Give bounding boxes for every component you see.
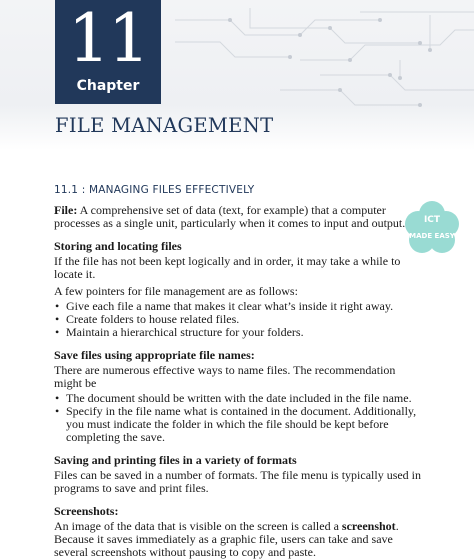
storing-bullet-list bbox=[54, 300, 422, 339]
section-heading: 11.1 : MANAGING FILES EFFECTIVELY bbox=[54, 184, 255, 196]
list-item: • Create folders to house related files. bbox=[66, 313, 422, 326]
saving-bullet-list bbox=[54, 392, 422, 444]
list-item: • Maintain a hierarchical structure for your folders. bbox=[66, 326, 422, 339]
screenshot-term: screenshot bbox=[341, 519, 396, 533]
logo-text-ict: ICT bbox=[423, 215, 441, 225]
screenshots-paragraph bbox=[54, 520, 422, 559]
chapter-title: FILE MANAGEMENT bbox=[55, 114, 274, 137]
chapter-number: 11 bbox=[68, 0, 148, 77]
chapter-label: Chapter bbox=[76, 78, 140, 94]
storing-pointers-intro: A few pointers for file management are as follows: bbox=[54, 284, 298, 298]
logo-text-made-easy: MADE EASY bbox=[409, 232, 455, 240]
list-item: • The document should be written with the date included in the file name. bbox=[66, 392, 422, 405]
page-content bbox=[54, 184, 422, 559]
saving-heading: Save files using appropriate file names: bbox=[54, 348, 255, 362]
file-definition bbox=[54, 204, 422, 230]
definition-term: File: bbox=[54, 203, 78, 217]
storing-paragraph: If the file has not been kept logically and in order, it may take a while to locate it. bbox=[54, 254, 401, 281]
saving-paragraph: There are numerous effective ways to name files. The recommendation might be bbox=[54, 363, 396, 390]
chapter-badge bbox=[55, 0, 161, 104]
list-item: • Give each file a name that makes it clear what’s inside it right away. bbox=[66, 300, 422, 313]
printing-heading: Saving and printing files in a variety of formats bbox=[54, 453, 297, 467]
screenshots-text-after: . Because it saves immediately as a graphic file, users can take and save several screenshots without pausing to copy and paste. bbox=[54, 519, 399, 559]
screenshots-text-before: An image of the data that is visible on the screen is called a bbox=[54, 519, 342, 533]
storing-heading: Storing and locating files bbox=[54, 239, 182, 253]
list-item: • Specify in the file name what is contained in the document. Additionally, you must indicate the folder in which the file should be kept before completing the save. bbox=[66, 405, 422, 444]
printing-paragraph: Files can be saved in a number of formats. The file menu is typically used in programs to save and print files. bbox=[54, 468, 422, 495]
screenshots-heading: Screenshots: bbox=[54, 504, 119, 518]
definition-text: A comprehensive set of data (text, for example) that a computer processes as a single unit, particularly when it comes to input and output. bbox=[54, 203, 406, 230]
